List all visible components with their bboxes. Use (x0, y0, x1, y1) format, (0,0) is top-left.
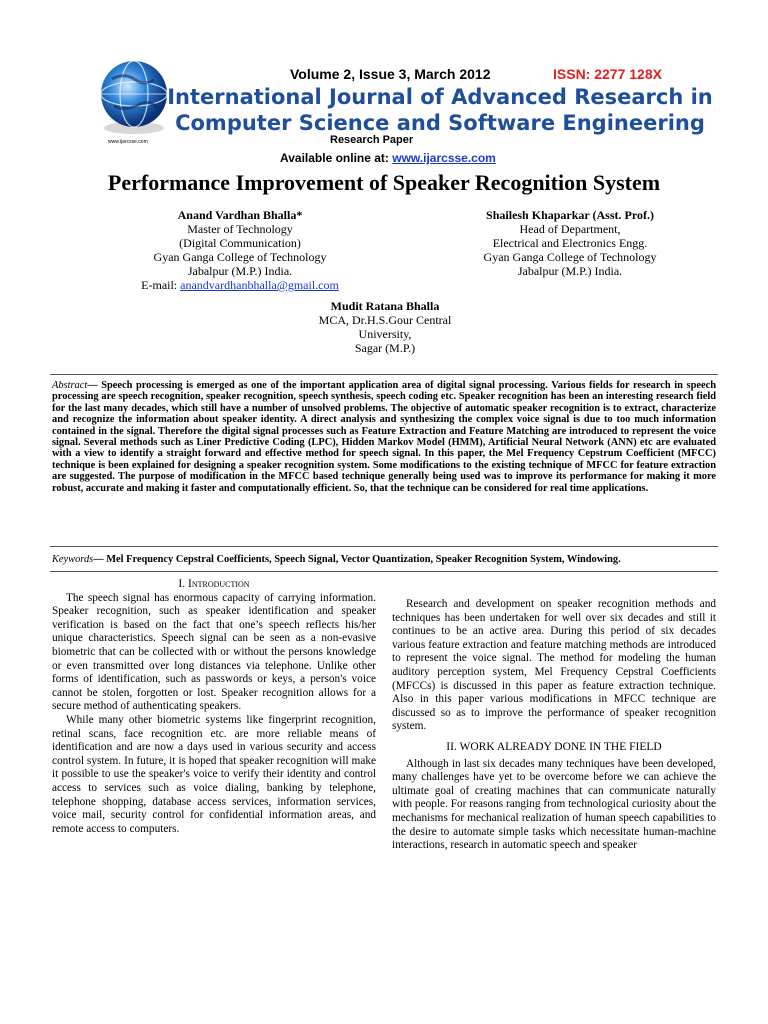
volume-info: Volume 2, Issue 3, March 2012 (290, 66, 491, 82)
journal-name (160, 84, 720, 136)
section-number: I. (178, 578, 188, 590)
author-affiliation-line: MCA, Dr.H.S.Gour Central (318, 313, 452, 327)
paragraph: While many other biometric systems like fingerprint recognition, retinal scans, face recognition etc. are more reliable means of identification and are now a days used in various security and access control system. In future, it is hoped that speaker recognition will make it possible to use the speaker's voice to verify their identity and control access to services such as voice dialing, banking by telephone, telephone shopping, database access services, information services, voice mail, security control for confidential information areas, and remote access to computers. (52, 713, 376, 835)
keywords-dash: — (93, 554, 107, 565)
author-affiliation-line: Gyan Ganga College of Technology (483, 250, 657, 264)
keywords-bottom-rule (50, 571, 718, 572)
author-affiliation-line: (Digital Communication) (179, 236, 301, 250)
paragraph: Research and development on speaker recognition methods and techniques has been undertaken for well over six decades and still it continues to be an active area. During this period of six decades various feature extraction and feature matching methods are introduced to represent the voice signal. The method for modeling the human auditory perception system, Mel Frequency Cepstral Coefficients (MFCCs) is discussed in this paper as feature extraction technique. Also in this paper various modifications in MFCC technique are discussed so as to improve the performance of speaker recognition system. (392, 598, 716, 733)
section-heading-introduction (52, 578, 376, 592)
left-column (52, 578, 376, 836)
logo-caption: www.ijarcsse.com (108, 139, 148, 145)
abstract-dash: — (87, 380, 102, 391)
author-affiliation-line: University, (358, 327, 412, 341)
author-name: Anand Vardhan Bhalla* (177, 208, 303, 222)
author-affiliation-line: Head of Department, (519, 222, 621, 236)
author-affiliation-line: Master of Technology (187, 222, 293, 236)
journal-url-link[interactable]: www.ijarcsse.com (392, 151, 496, 165)
paper-title: Performance Improvement of Speaker Recognition System (107, 170, 661, 195)
abstract (52, 380, 716, 494)
author-affiliation-line: Jabalpur (M.P.) India. (187, 264, 293, 278)
abstract-top-rule (50, 374, 718, 375)
email-label: E-mail: (141, 278, 181, 292)
author-email-line (105, 278, 375, 292)
keywords-label: Keywords (52, 554, 94, 565)
paragraph: Although in last six decades many techniques have been developed, many challenges have yet to be overcome before we can achieve the ultimate goal of creating machines that can communicate naturally with people. For reasons ranging from technological curiosity about the mechanisms for mechanical realization of human speech capabilities to the desire to automate simple tasks which necessitate human-machine interactions, research in automatic speech and speaker (392, 757, 716, 852)
author-affiliation-line: Sagar (M.P.) (354, 341, 416, 355)
issn: ISSN: 2277 128X (553, 66, 662, 82)
paper-type: Research Paper (330, 134, 414, 146)
journal-name-line1: International Journal of Advanced Research in (167, 85, 713, 109)
abstract-text: Speech processing is emerged as one of the important application area of digital signal processing. Various fields for research in speech processing are speech recognition, speaker recognition, speech synthesis, speech coding etc. Speaker recognition has been an interesting research field for the last many decades, which still have a number of unsolved problems. The objective of automatic speaker recognition is to extract, characterize and recognize the information about speaker identity. A direct analysis and synthesizing the complex voice signal is due to too much information contained in the signal. Therefore the digital signal processes such as Feature Extraction and Feature Matching are introduced to represent the voice signal. Several methods such as Liner Predictive Coding (LPC), Hidden Markov Model (HMM), Artificial Neural Network (ANN) etc are evaluated with a view to identify a straight forward and effective method for speech signal. In this paper, the Mel Frequency Cepstrum Coefficient (MFCC) technique is been explained for designing a speaker recognition system. Some modifications to the existing technique of MFCC for feature extraction are suggested. The purpose of modification in the MFCC based technique generally being used was to improve its performance for making it more robust, accurate and making it faster and computationally efficient. So, that the technique can be considered for real time applications. (52, 380, 716, 494)
author-affiliation-line: Electrical and Electronics Engg. (492, 236, 648, 250)
keywords-text: Mel Frequency Cepstral Coefficients, Speech Signal, Vector Quantization, Speaker Recognition System, Windowing. (106, 554, 621, 565)
author-affiliation-line: Jabalpur (M.P.) India. (517, 264, 623, 278)
journal-name-line2: Computer Science and Software Engineering (175, 111, 705, 135)
availability-label: Available online at: (280, 151, 393, 165)
author-block-1 (105, 208, 375, 292)
availability (280, 151, 496, 165)
author-block-3 (270, 299, 500, 355)
author-block-2 (440, 208, 700, 278)
paragraph: The speech signal has enormous capacity of carrying information. Speaker recognition, such as speaker identification and speaker verification is based on the fact that one’s speech reflects his/her unique characteristics. Speech signal can be seen as a non-evasive biometric that can be collected with or without the persons knowledge or even transmitted over long distances via telephone. Unlike other forms of identification, such as passwords or keys, a person's voice cannot be stolen, forgotten or lost. Speaker recognition allows for a secure method of authenticating speakers. (52, 591, 376, 713)
keywords (52, 554, 716, 565)
author-email-link[interactable]: anandvardhanbhalla@gmail.com (180, 278, 339, 292)
right-column (392, 598, 716, 853)
section-title: Introduction (187, 578, 250, 590)
section-heading-work-done: II. WORK ALREADY DONE IN THE FIELD (446, 740, 662, 753)
abstract-label: Abstract (52, 380, 88, 391)
author-affiliation-line: Gyan Ganga College of Technology (153, 250, 327, 264)
author-name: Mudit Ratana Bhalla (330, 299, 440, 313)
abstract-bottom-rule (50, 546, 718, 547)
author-name: Shailesh Khaparkar (Asst. Prof.) (486, 208, 654, 222)
